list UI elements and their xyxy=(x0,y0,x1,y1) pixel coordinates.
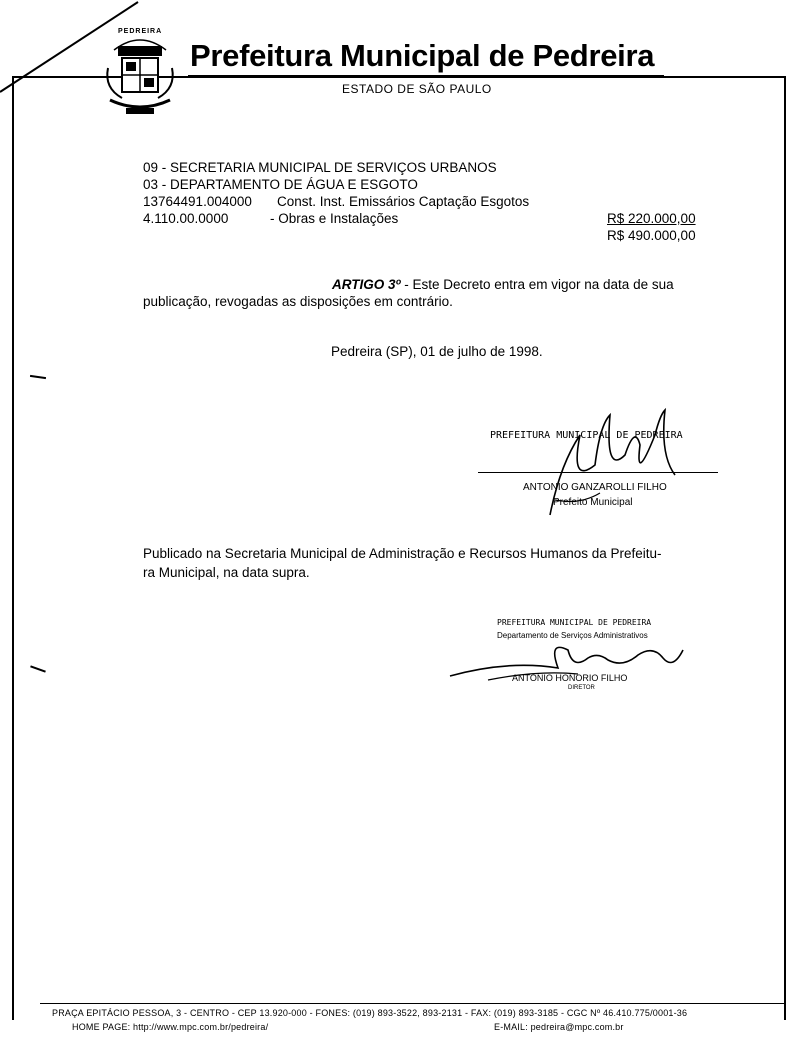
article-label: ARTIGO 3º xyxy=(332,277,401,292)
secretaria-line: 09 - SECRETARIA MUNICIPAL DE SERVIÇOS URBANOS xyxy=(143,160,497,175)
budget-total: R$ 490.000,00 xyxy=(607,228,696,243)
page-subtitle: ESTADO DE SÃO PAULO xyxy=(342,82,492,96)
budget-code-2: 4.110.00.0000 xyxy=(143,211,229,226)
signature-2-role: DIRETOR xyxy=(568,685,595,691)
article-text-2: publicação, revogadas as disposições em contrário. xyxy=(143,294,453,309)
title-underline xyxy=(188,75,664,77)
signature-1-org: PREFEITURA MUNICIPAL DE PEDREIRA xyxy=(490,430,683,441)
signature-1-name: ANTONIO GANZAROLLI FILHO xyxy=(523,482,667,493)
crest-banner: PEDREIRA xyxy=(118,28,163,35)
signature-2-name: ANTONIO HONORIO FILHO xyxy=(512,673,628,683)
footer-rule xyxy=(40,1003,786,1004)
budget-code-1: 13764491.004000 xyxy=(143,194,252,209)
departamento-line: 03 - DEPARTAMENTO DE ÁGUA E ESGOTO xyxy=(143,177,418,192)
article-text-1: - Este Decreto entra em vigor na data de sua xyxy=(400,277,674,292)
footer-email: E-MAIL: pedreira@mpc.com.br xyxy=(494,1022,624,1032)
place-date: Pedreira (SP), 01 de julho de 1998. xyxy=(331,344,543,359)
publication-line-1: Publicado na Secretaria Municipal de Administração e Recursos Humanos da Prefeitu- xyxy=(143,546,662,561)
page-title: Prefeitura Municipal de Pedreira xyxy=(190,38,655,73)
signature-2-org: PREFEITURA MUNICIPAL DE PEDREIRA xyxy=(497,618,652,627)
budget-desc-2: - Obras e Instalações xyxy=(270,211,399,226)
coat-of-arms-icon xyxy=(100,28,180,120)
signature-1-role: Prefeito Municipal xyxy=(553,497,633,508)
budget-amount-2: R$ 220.000,00 xyxy=(607,211,696,226)
budget-desc-1: Const. Inst. Emissários Captação Esgotos xyxy=(277,194,530,209)
publication-note xyxy=(143,544,723,582)
publication-line-2: ra Municipal, na data supra. xyxy=(143,565,310,580)
footer-homepage: HOME PAGE: http://www.mpc.com.br/pedreira/ xyxy=(72,1022,269,1032)
handwritten-signature-1 xyxy=(540,405,690,520)
handwritten-signature-2 xyxy=(448,630,688,686)
footer-address: PRAÇA EPITÁCIO PESSOA, 3 - CENTRO - CEP 13.920-000 - FONES: (019) 893-3522, 893-2131 - FAX: (019) 893-3185 - CGC Nº 46.410.775/0001-36 xyxy=(52,1008,688,1018)
article-line-1 xyxy=(332,277,674,292)
signature-2-dept: Departamento de Serviços Administrativos xyxy=(497,631,648,640)
